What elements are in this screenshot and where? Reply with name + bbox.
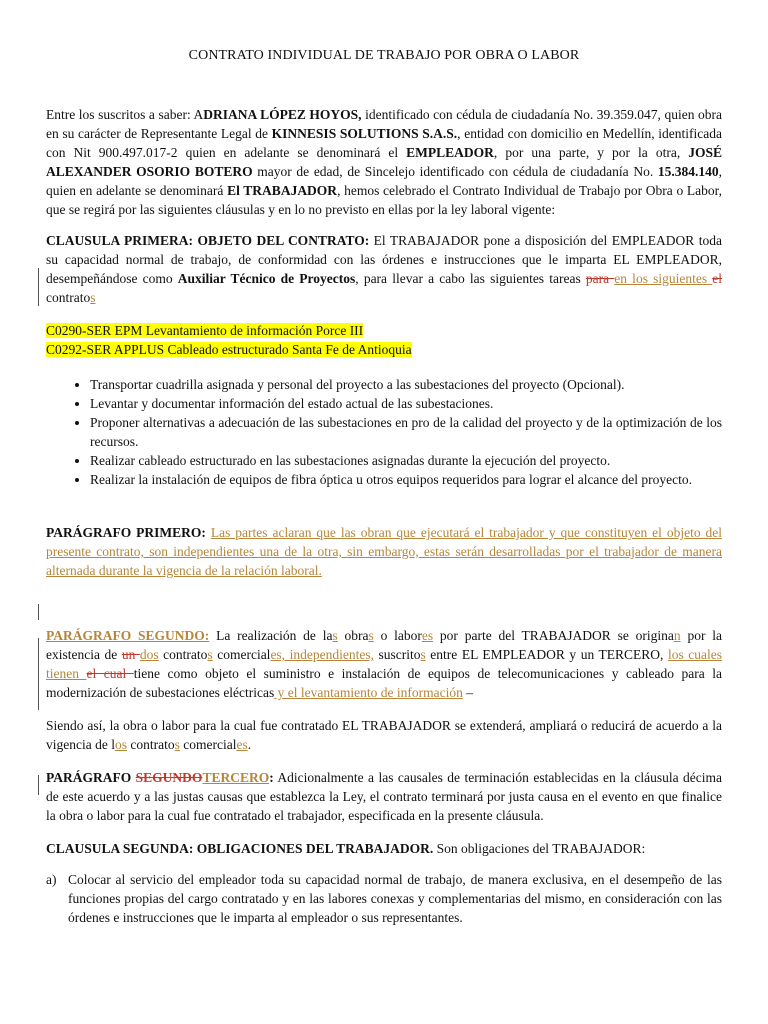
tracked-insertion: s <box>207 647 213 662</box>
tracked-insertion: es <box>421 628 434 643</box>
company-name: KINNESIS SOLUTIONS S.A.S. <box>271 126 458 141</box>
paragrafo-primero-heading: PARÁGRAFO PRIMERO: <box>46 525 206 540</box>
tracked-insertion: s <box>174 737 180 752</box>
document-title: CONTRATO INDIVIDUAL DE TRABAJO POR OBRA O LABOR <box>188 48 580 63</box>
text: . <box>247 737 252 752</box>
text: contrato <box>127 737 175 752</box>
tracked-insertion: los cuales tienen <box>46 647 722 681</box>
highlighted-contract-2: C0292-SER APPLUS Cableado estructurado Santa Fe de Antioquia <box>46 342 412 357</box>
change-bar <box>38 604 39 620</box>
paragrafo-tercero-body: Adicionalmente a las causales de terminación establecidas en la cláusula décima de este acuerdo y a las justas causas que establezca la Ley, el contrato terminará por justa causa en el evento en que finalice la obra o labor para la cual fue contratado el trabajador, especificada en la presente cláusula. <box>46 770 722 823</box>
tracked-insertion: s <box>368 628 374 643</box>
tracked-deletion: SEGUNDO <box>135 770 203 785</box>
clausula-primera <box>46 231 722 307</box>
tracked-deletion: para <box>585 271 615 286</box>
text: comercial <box>179 737 237 752</box>
obligations-list <box>46 870 722 927</box>
clausula-segunda <box>46 839 722 858</box>
employer-label: EMPLEADOR <box>406 145 494 160</box>
highlighted-contract-1: C0290-SER EPM Levantamiento de información Porce III <box>46 323 364 338</box>
tracked-insertion: os <box>114 737 127 752</box>
clausula-segunda-body: Son obligaciones del TRABAJADOR: <box>433 841 646 856</box>
text: o labor <box>373 628 422 643</box>
text: : <box>269 770 274 785</box>
change-bar <box>38 268 39 306</box>
tracked-insertion: y el levantamiento de información <box>274 685 463 700</box>
text: por la existencia de <box>46 628 722 662</box>
clausula-primera-heading: CLAUSULA PRIMERA: OBJETO DEL CONTRATO: <box>46 233 370 248</box>
clausula-primera-text-3: contrato <box>46 290 91 305</box>
text: comercial <box>212 647 271 662</box>
worker-label: El TRABAJADOR <box>227 183 338 198</box>
clausula-primera-text-2: , para llevar a cabo las siguientes tareas <box>355 271 586 286</box>
tracked-insertion: s <box>90 290 96 305</box>
intro-text-6: , quien en adelante se denominará <box>46 164 722 198</box>
tracked-deletion: un <box>121 647 140 662</box>
intro-text-7: , hemos celebrado el Contrato Individual de Trabajo por Obra o Labor, que se regirá por las siguientes cláusulas y en lo no previsto en ellas por la ley laboral vigente: <box>46 183 722 217</box>
paragrafo-segundo-heading: PARÁGRAFO SEGUNDO: <box>46 628 210 643</box>
tracked-insertion: es, independientes, <box>270 647 374 662</box>
siendo-paragraph <box>46 716 722 754</box>
text: suscrito <box>373 647 421 662</box>
clausula-segunda-heading: CLAUSULA SEGUNDA: OBLIGACIONES DEL TRABAJADOR. <box>46 841 434 856</box>
list-item <box>46 870 722 927</box>
text: tiene como objeto el suministro e instalación de equipos de telecomunicaciones y cableado para la modernización de subestaciones eléctricas <box>46 666 722 700</box>
task-item: • Proponer alternativas a adecuación de las subestaciones en pro de la calidad del proyecto y de la optimización de los recursos. <box>90 413 722 451</box>
tracked-insertion: TERCERO <box>202 770 270 785</box>
task-item: • Realizar cableado estructurado en las subestaciones asignadas durante la ejecución del proyecto. <box>90 451 722 470</box>
job-role: Auxiliar Técnico de Proyectos <box>177 271 356 286</box>
text: contrato <box>158 647 208 662</box>
intro-text-4: , por una parte, y por la otra, <box>493 145 689 160</box>
text: Siendo así, la obra o labor para la cual fue contratado EL TRABAJADOR se extenderá, ampliará o reducirá de acuerdo a la vigencia de l <box>46 718 722 752</box>
change-bar <box>38 638 39 710</box>
change-bar <box>38 775 39 795</box>
task-item: • Realizar la instalación de equipos de fibra óptica u otros equipos requeridos para lograr el alcance del proyecto. <box>90 470 722 489</box>
text: – <box>462 685 473 700</box>
tracked-insertion: en los siguientes <box>614 271 713 286</box>
paragrafo-tercero-heading: PARÁGRAFO <box>46 770 136 785</box>
text: entre EL EMPLEADOR y un TERCERO, <box>425 647 668 662</box>
representative-name: DRIANA LÓPEZ HOYOS, <box>203 107 362 122</box>
text: La realización de la <box>209 628 333 643</box>
tracked-deletion: el <box>712 271 723 286</box>
task-list <box>46 375 722 489</box>
tracked-insertion: es <box>236 737 248 752</box>
tracked-insertion: s <box>420 647 426 662</box>
tracked-insertion: Las partes aclaran que las obran que ejecutará el trabajador y que constituyen el objeto del presente contrato, son independientes una de la otra, sin embargo, estas serán desarrolladas por el trabajador de manera alternada durante la vigencia de la relación laboral. <box>46 525 723 578</box>
task-item: • Transportar cuadrilla asignada y personal del proyecto a las subestaciones del proyecto (Opcional). <box>90 375 722 394</box>
intro-text-2: identificado con cédula de ciudadanía No. 39.359.047, quien obra en su carácter de Representante Legal de <box>46 107 722 141</box>
worker-id: 15.384.140 <box>657 164 719 179</box>
tracked-insertion: n <box>673 628 681 643</box>
intro-paragraph <box>46 105 722 219</box>
intro-text-3: , entidad con domicilio en Medellín, identificada con Nit 900.497.017-2 quien en adelante se denominará el <box>46 126 722 160</box>
paragrafo-segundo <box>46 626 722 702</box>
clausula-primera-text-1: El TRABAJADOR pone a disposición del EMPLEADOR toda su capacidad normal de trabajo, de conformidad con las órdenes e instrucciones que le imparta EL EMPLEADOR, desempeñándose como <box>46 233 722 286</box>
tracked-insertion: s <box>332 628 338 643</box>
contract-references <box>46 321 722 359</box>
list-item-text: Colocar al servicio del empleador toda su capacidad normal de trabajo, de manera exclusiva, en el desempeño de las funciones propias del cargo contratado y en las labores conexas y complementarias del mismo, en consideración con las órdenes e instrucciones que le imparta al empleador o sus representantes. <box>68 872 722 925</box>
paragrafo-tercero <box>46 768 722 825</box>
text: por parte del TRABAJADOR se origina <box>433 628 674 643</box>
task-item: • Levantar y documentar información del estado actual de las subestaciones. <box>90 394 722 413</box>
paragrafo-primero <box>46 523 722 580</box>
worker-name: JOSÉ ALEXANDER OSORIO BOTERO <box>46 145 722 179</box>
list-marker: a) <box>46 872 57 887</box>
tracked-insertion: dos <box>139 647 159 662</box>
tracked-deletion: el cual <box>86 666 134 681</box>
intro-text-5: mayor de edad, de Sincelejo identificado con cédula de ciudadanía No. <box>252 164 658 179</box>
text: obra <box>337 628 369 643</box>
intro-text-1: Entre los suscritos a saber: A <box>46 107 204 122</box>
